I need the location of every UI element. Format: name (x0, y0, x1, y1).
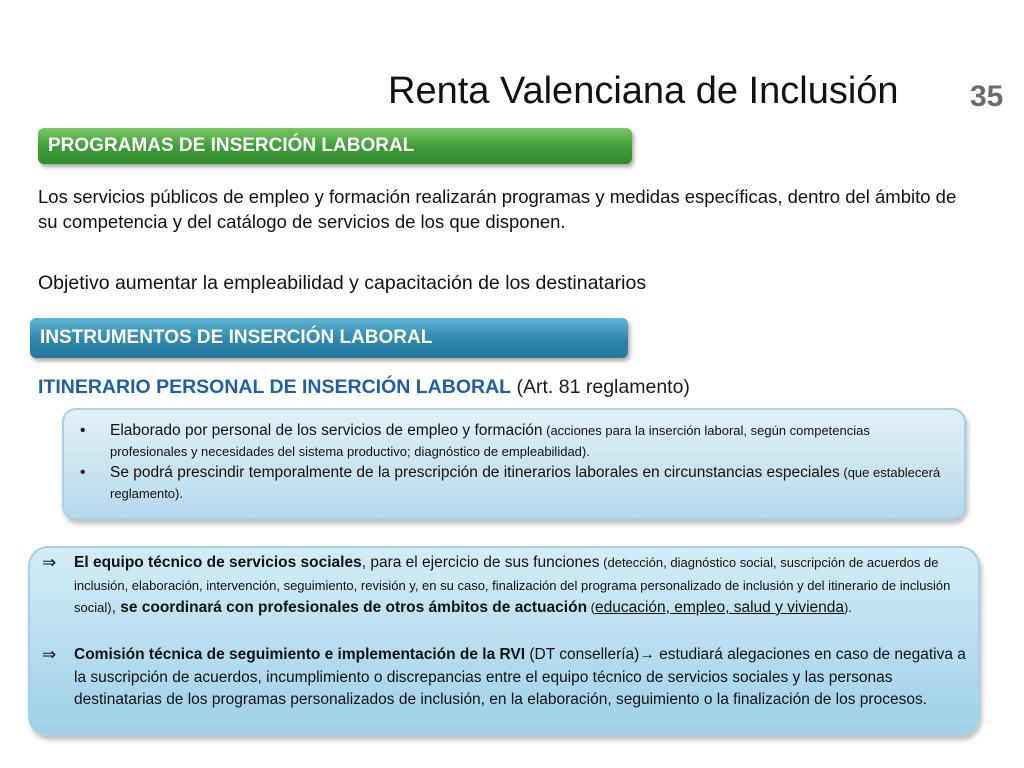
itinerary-heading (38, 376, 690, 399)
itinerary-heading-ref: (Art. 81 reglamento) (511, 376, 690, 398)
item-bold: Comisión técnica de seguimiento e implementación de la RVI (74, 646, 526, 663)
double-arrow-icon: ⇒ (42, 645, 57, 664)
list-item (42, 552, 974, 620)
banner-programas-label: PROGRAMAS DE INSERCIÓN LABORAL (48, 135, 415, 156)
banner-instrumentos-label: INSTRUMENTOS DE INSERCIÓN LABORAL (40, 327, 433, 348)
item-text: Elaborado por personal de los servicios de empleo y formación (110, 422, 543, 439)
list-item (80, 420, 948, 462)
item-note: (detección, diagnóstico social, suscripción de acuerdos de inclusión, elaboración, intervención, seguimiento, revisión y, en su caso, finalización del programa personalizado de inclusión y del itinerario de inclusión social) (74, 555, 951, 615)
paragraph-servicios: Los servicios públicos de empleo y formación realizarán programas y medidas específicas, dentro del ámbito de su competencia y del catálogo de servicios de los que disponen. (38, 186, 957, 232)
item-bold: El equipo técnico de servicios sociales (74, 554, 362, 571)
item-text: , para el ejercicio de sus funciones (361, 554, 600, 571)
page-number: 35 (970, 80, 1004, 113)
paragraph-objetivo: Objetivo aumentar la empleabilidad y capacitación de los destinatarios (38, 272, 647, 294)
item-text: , (111, 599, 121, 616)
slide-title: Renta Valenciana de Inclusión (388, 70, 899, 112)
item-text: Se podrá prescindir temporalmente de la prescripción de itinerarios laborales en circunstancias especiales (110, 464, 840, 481)
item-note: ). (844, 600, 852, 615)
bullet-icon: • (80, 422, 86, 439)
list-item (80, 462, 948, 504)
banner-programas (38, 128, 632, 164)
item-underline: educación, empleo, salud y vivienda (595, 599, 845, 616)
double-arrow-icon: ⇒ (42, 553, 57, 572)
itinerary-list (64, 410, 964, 504)
banner-instrumentos (30, 318, 628, 358)
itinerary-box (62, 408, 966, 520)
coordination-box (28, 546, 980, 736)
item-note: (que establecerá reglamento). (110, 465, 941, 501)
item-text: estudiará alegaciones en caso de negativa a la suscripción de acuerdos, incumplimiento o discrepancias entre el equipo técnico de servicios sociales y las personas destinatarias de los programas personalizados de inclusión, en la elaboración, seguimiento o la finalización de los procesos. (74, 646, 966, 708)
right-arrow-icon: → (639, 646, 655, 663)
bullet-icon: • (80, 464, 86, 481)
item-text: (DT consellería) (525, 646, 640, 663)
item-note: (acciones para la inserción laboral, según competencias profesionales y necesidades del sistema productivo; diagnóstico de empleabilidad). (110, 423, 870, 459)
list-item (42, 644, 974, 712)
item-note: ( (587, 600, 595, 615)
itinerary-heading-bold: ITINERARIO PERSONAL DE INSERCIÓN LABORAL (38, 376, 512, 398)
item-bold: se coordinará con profesionales de otros ámbitos de actuación (120, 599, 588, 616)
